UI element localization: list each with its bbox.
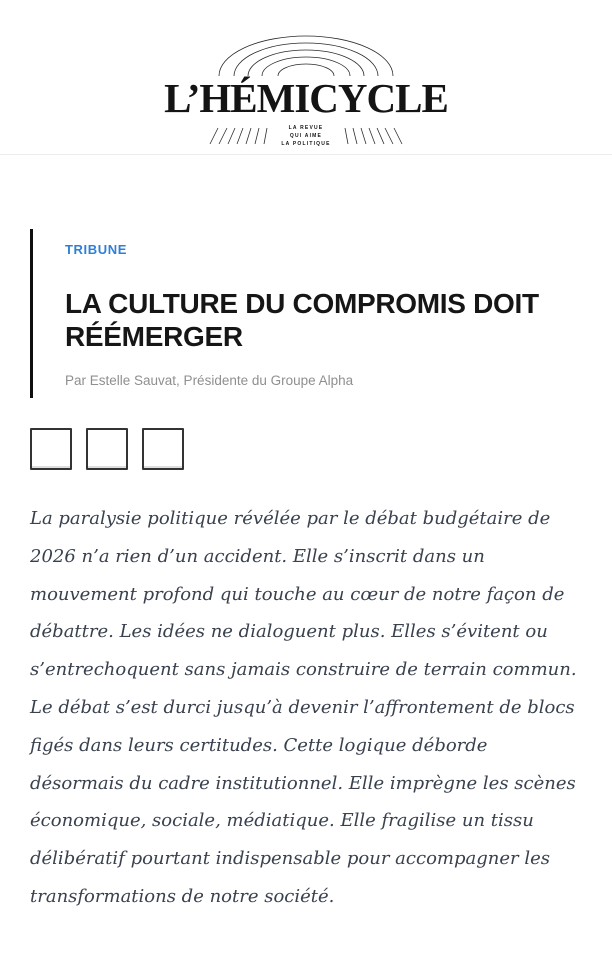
share-button-1[interactable]	[30, 428, 72, 470]
logo-tagline	[281, 124, 330, 148]
tagline-line-2: QUI AIME	[289, 133, 323, 139]
logo-tagline-row	[156, 124, 456, 148]
site-logo[interactable]	[156, 34, 456, 148]
tagline-line-3: LA POLITIQUE	[281, 141, 331, 147]
category-label[interactable]: TRIBUNE	[65, 242, 127, 257]
article-byline: Par Estelle Sauvat, Présidente du Groupe Alpha	[65, 373, 354, 389]
article-paragraph: La paralysie politique révélée par le débat budgétaire de 2026 n’a rien d’un accident. Elle s’inscrit dans un mouvement profond qui touche au cœur de notre façon de débattre. Les idées ne dialoguent plus. Elles s’évitent ou s’entrechoquent sans jamais construire de terrain commun. Le débat s’est durci jusqu’à devenir l’affrontement de blocs figés dans leurs certitudes. Cette logique déborde désormais du cadre institutionnel. Elle imprègne les scènes économique, sociale, médiatique. Elle fragilise un tissu délibératif pourtant indispensable pour accompagner les transformations de notre société.	[30, 508, 577, 908]
logo-rays-right-icon	[341, 127, 403, 145]
site-header	[0, 0, 612, 155]
article-title: LA CULTURE DU COMPROMIS DOIT RÉÉMERGER	[65, 288, 539, 353]
tagline-line-1: LA REVUE	[288, 125, 324, 131]
article-header	[30, 229, 582, 398]
share-button-3[interactable]	[142, 428, 184, 470]
logo-wordmark: L’HÉMICYCLE	[164, 75, 448, 121]
article-main	[0, 229, 612, 916]
logo-rays-left-icon	[209, 127, 271, 145]
hemicycle-arcs-icon	[156, 34, 456, 76]
share-button-2[interactable]	[86, 428, 128, 470]
share-buttons-row	[30, 428, 582, 470]
